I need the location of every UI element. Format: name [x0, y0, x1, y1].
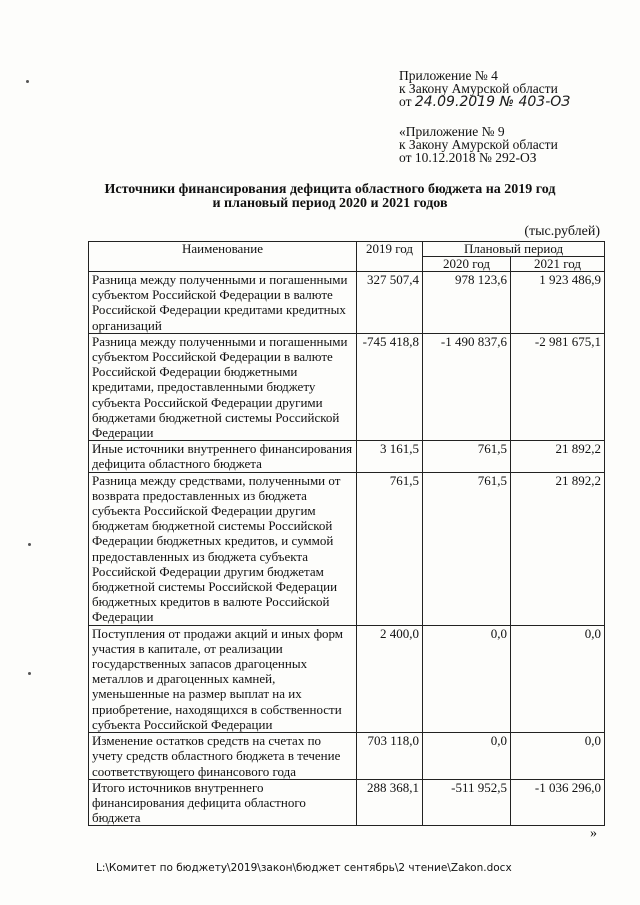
- units-label: (тыс.рублей): [524, 224, 600, 239]
- document-title: [40, 183, 620, 211]
- header-2020: 2020 год: [423, 257, 511, 272]
- row-name: Разница между полученными и погашенными субъектом Российской Федерации в валюте Российской Федерации бюджетными кредитами, предоставленными бюджету субъекта Российской Федерации другими бюджетами бюджетной системы Российской Федерации: [89, 333, 357, 440]
- prev-appendix-number: «Приложение № 9: [399, 124, 505, 139]
- value-2019: -745 418,8: [357, 333, 423, 440]
- value-2019: 703 118,0: [357, 733, 423, 780]
- value-2020: 978 123,6: [423, 272, 511, 334]
- value-2021: 21 892,2: [511, 441, 605, 472]
- value-2020: -511 952,5: [423, 779, 511, 826]
- prev-appendix-law-ref: к Закону Амурской области: [399, 137, 558, 152]
- table-row: [89, 625, 605, 732]
- previous-appendix-header: [399, 125, 558, 164]
- title-line-2: и плановый период 2020 и 2021 годов: [212, 196, 448, 211]
- continuation-quote: »: [590, 826, 597, 841]
- value-2019: 3 161,5: [357, 441, 423, 472]
- header-planned-period: Плановый период: [423, 242, 605, 257]
- row-name: Разница между полученными и погашенными субъектом Российской Федерации в валюте Российской Федерации кредитами кредитных организаций: [89, 272, 357, 334]
- footer-file-path: L:\Комитет по бюджету\2019\закон\бюджет сентябрь\2 чтение\Zakon.docx: [96, 862, 512, 874]
- header-2021: 2021 год: [511, 257, 605, 272]
- value-2021: 1 923 486,9: [511, 272, 605, 334]
- appendix-law-ref: к Закону Амурской области: [399, 81, 558, 96]
- title-line-1: Источники финансирования дефицита областного бюджета на 2019 год: [104, 182, 556, 197]
- handwritten-date-number: 24.09.2019 № 403-ОЗ: [414, 94, 571, 110]
- value-2019: 2 400,0: [357, 625, 423, 732]
- value-2020: 761,5: [423, 472, 511, 625]
- row-name: Поступления от продажи акций и иных форм участия в капитале, от реализации государственных запасов драгоценных металлов и драгоценных камней, уменьшенные на размер выплат на их приобретение, находящихся в собственности субъекта Российской Федерации: [89, 625, 357, 732]
- header-name: Наименование: [89, 242, 357, 272]
- row-name: Иные источники внутреннего финансирования дефицита областного бюджета: [89, 441, 357, 472]
- scan-speck: [28, 672, 31, 675]
- table-row: [89, 333, 605, 440]
- value-2020: 0,0: [423, 625, 511, 732]
- table-row-total: [89, 779, 605, 826]
- appendix-header: [399, 69, 570, 109]
- header-2019: 2019 год: [357, 242, 423, 272]
- scan-speck: [28, 543, 31, 546]
- appendix-date-prefix: от: [399, 94, 412, 109]
- value-2021: -1 036 296,0: [511, 779, 605, 826]
- row-name: Изменение остатков средств на счетах по учету средств областного бюджета в течение соответствующего финансового года: [89, 733, 357, 780]
- prev-appendix-date: от 10.12.2018 № 292-ОЗ: [399, 150, 537, 165]
- value-2020: -1 490 837,6: [423, 333, 511, 440]
- value-2021: 0,0: [511, 625, 605, 732]
- row-name: Разница между средствами, полученными от возврата предоставленных из бюджета субъекта Российской Федерации другим бюджетам бюджетной системы Российской Федерации бюджетных кредитов, и суммой предоставленных из бюджета субъекта Российской Федерации другим бюджетам бюджетной системы Российской Федерации бюджетных кредитов в валюте Российской Федерации: [89, 472, 357, 625]
- table-row: [89, 441, 605, 472]
- value-2019: 761,5: [357, 472, 423, 625]
- value-2019: 288 368,1: [357, 779, 423, 826]
- value-2021: 21 892,2: [511, 472, 605, 625]
- value-2021: 0,0: [511, 733, 605, 780]
- scan-speck: [26, 80, 29, 83]
- row-name: Итого источников внутреннего финансирования дефицита областного бюджета: [89, 779, 357, 826]
- value-2021: -2 981 675,1: [511, 333, 605, 440]
- table-row: [89, 272, 605, 334]
- value-2020: 0,0: [423, 733, 511, 780]
- value-2019: 327 507,4: [357, 272, 423, 334]
- table-row: [89, 472, 605, 625]
- appendix-number: Приложение № 4: [399, 68, 498, 83]
- financing-sources-table: [88, 241, 605, 826]
- value-2020: 761,5: [423, 441, 511, 472]
- table-row: [89, 733, 605, 780]
